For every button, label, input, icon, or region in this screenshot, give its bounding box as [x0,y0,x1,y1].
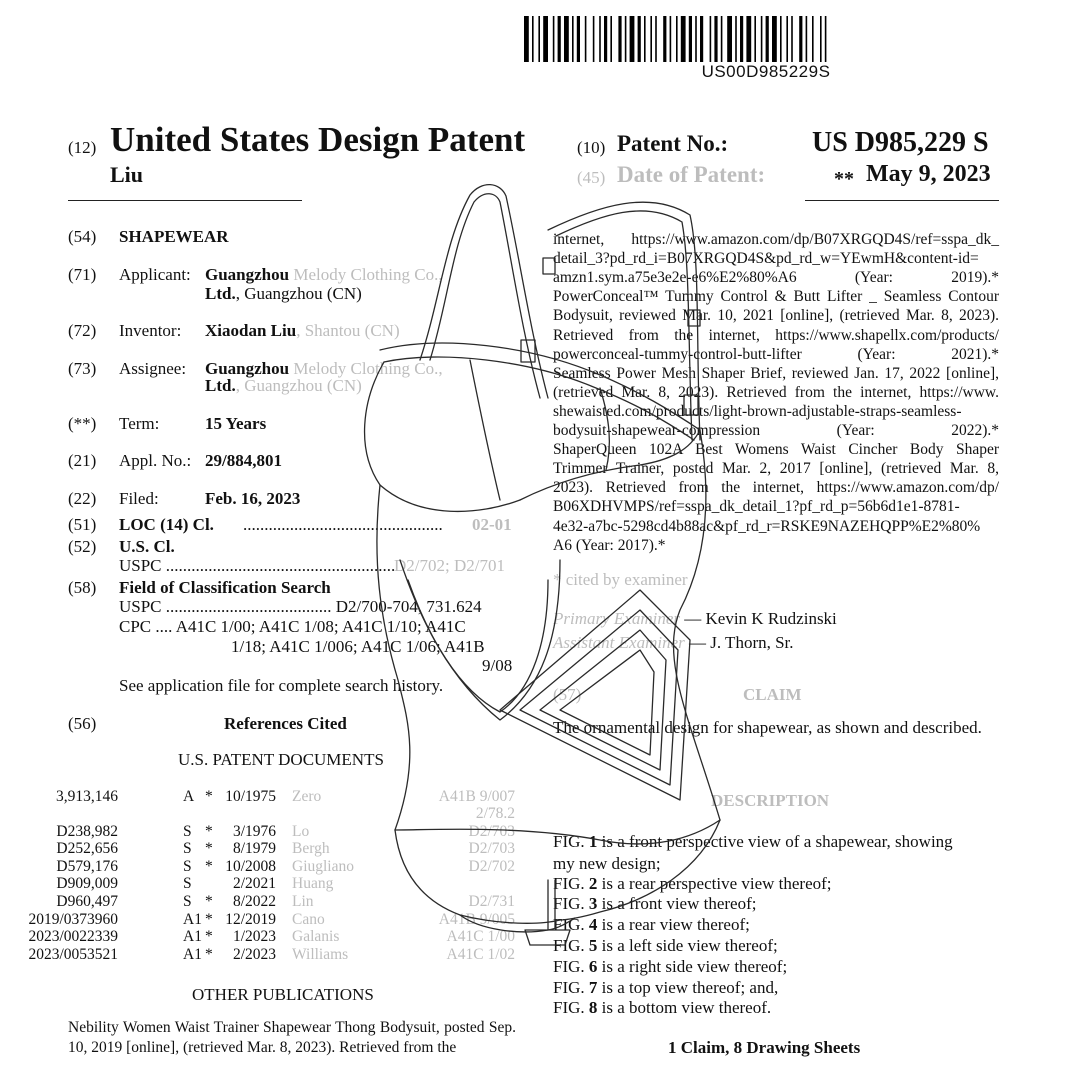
barcode-bar [650,16,652,62]
reference-cls: D2/703 [468,840,515,858]
barcode-bar [593,16,595,62]
figure-description: FIG. 2 is a rear perspective view thereof; [553,874,832,893]
reference-kind: A1 [183,910,202,928]
reference-name: Lo [292,822,310,840]
reference-date: 3/1976 [232,822,276,840]
field-58-cpc-2: 1/18; A41C 1/006; A41C 1/06; A41B [231,637,485,656]
reference-kind: A1 [183,945,202,963]
barcode-bar [644,16,646,62]
header-rule-left [68,200,302,201]
field-54-title: SHAPEWEAR [119,227,229,246]
publication-line: internet, https://www.amazon.com/dp/B07XRGQD4S/ref=sspa_dk_ [553,231,999,248]
reference-kind: S [183,822,192,840]
barcode-bar [746,16,751,62]
reference-row [56,788,518,822]
reference-name: Galanis [292,928,340,946]
barcode-bar [676,16,678,62]
reference-row [56,840,518,858]
publication-line: bodysuit-shapewear-compression (Year: 2022).* [553,422,999,439]
barcode-bar [714,16,717,62]
loc-value: 02-01 [472,515,512,534]
field-58-uspc: USPC ....................................... D2/700-704, 731.624 [119,597,482,616]
reference-name: Giugliano [292,857,354,875]
applicant-line-1: Guangzhou Melody Clothing Co., [205,265,443,284]
reference-star: * [205,840,213,858]
barcode-bar [618,16,621,62]
claim-code: (57) [553,685,582,704]
reference-star: * [205,910,213,928]
reference-row [56,822,518,841]
reference-date: 2/2021 [232,875,276,893]
barcode-bar [538,16,540,62]
field-71-code: (71) [68,265,97,284]
field-51-code: (51) [68,515,97,534]
reference-name: Williams [292,945,349,963]
reference-name: Lin [292,893,314,910]
applicant-line-2: Ltd., Guangzhou (CN) [205,284,362,303]
reference-num: D252,656 [56,840,118,858]
publication-line: ShaperQueen 102A Best Womens Waist Cincher Body Shaper [553,441,999,459]
reference-date: 10/1975 [225,788,276,805]
strap-adjuster-left [521,340,535,362]
barcode-bar [721,16,723,62]
figure-description: FIG. 4 is a rear view thereof; [553,915,750,934]
reference-date: 10/2008 [225,857,276,875]
barcode-bar [780,16,782,62]
term-value: 15 Years [205,414,267,433]
publication-line: powerconceal-tummy-control-butt-lifter (Year: 2021).* [553,345,999,363]
references-cited-heading: References Cited [224,714,347,733]
field-58-cpc-1: CPC .... A41C 1/00; A41C 1/08; A41C 1/10; A41C [119,617,466,636]
figure-description: FIG. 3 is a front view thereof; [553,894,757,913]
search-history-note: See application file for complete search history. [119,676,444,695]
barcode-bar [553,16,555,62]
filed-value: Feb. 16, 2023 [205,489,301,508]
field-51-dots: ............................................... [243,515,443,534]
field-73-label: Assignee: [119,359,187,378]
barcode-bar [689,16,692,62]
barcode-bar [735,16,737,62]
reference-star: * [205,893,213,910]
field-51-label: LOC (14) Cl. [119,515,214,534]
barcode-bar [577,16,580,62]
barcode-bar [740,16,743,62]
reference-date: 12/2019 [225,910,276,928]
reference-star: * [205,822,213,840]
term-label: Term: [119,414,160,433]
reference-cls: A41C 1/00 [446,928,515,946]
inventor-name: Xiaodan Liu, Shantou (CN) [205,321,400,340]
field-22-code: (22) [68,489,97,508]
reference-name: Huang [292,875,334,893]
us-patent-documents-heading: U.S. PATENT DOCUMENTS [178,750,384,769]
figure-description: FIG. 5 is a left side view thereof; [553,936,778,955]
term-code: (**) [68,414,97,433]
reference-num: 2019/0373960 [28,910,118,928]
code-12: (12) [68,138,97,157]
publication-line: Retrieved from the internet, https://www.shapellx.com/products/ [553,326,999,344]
barcode-bar [791,16,793,62]
field-58-label: Field of Classification Search [119,578,331,597]
barcode-bar [812,16,814,62]
uspc-value: D2/702; D2/701 [394,556,505,575]
reference-name: Cano [292,910,325,928]
barcode-bar [663,16,666,62]
barcode-bar [572,16,574,62]
barcode [524,16,998,62]
code-10: (10) [577,138,606,157]
reference-row [56,893,518,911]
reference-num: D238,982 [56,822,118,840]
description-heading: DESCRIPTION [711,791,830,810]
field-54-code: (54) [68,227,97,246]
barcode-bar [761,16,763,62]
field-52-label: U.S. Cl. [119,537,175,556]
other-publications-heading: OTHER PUBLICATIONS [192,985,374,1004]
barcode-number: US00D985229S [701,62,831,81]
reference-kind: S [183,840,192,858]
reference-num: 2023/0022339 [28,928,118,946]
reference-date: 1/2023 [232,928,276,946]
reference-row [28,945,518,964]
barcode-bar [610,16,612,62]
barcode-bar [625,16,627,62]
barcode-bar [599,16,601,62]
barcode-bar [695,16,697,62]
uspc-dots: USPC ...................................................... [119,556,396,575]
barcode-bar [766,16,769,62]
reference-name: Bergh [292,840,330,858]
barcode-bar [585,16,587,62]
code-45: (45) [577,168,606,187]
field-72-label: Inventor: [119,321,182,340]
figure-description: FIG. 6 is a right side view thereof; [553,957,788,976]
document-title: United States Design Patent [110,120,526,159]
publication-line: B06XDHVMPS/ref=sspa_dk_detail_1?pf_rd_p=56b6d1e1-8781- [553,498,960,516]
reference-num: D909,009 [56,875,118,893]
reference-num: 2023/0053521 [28,945,118,963]
barcode-bar [532,16,534,62]
publication-line: PowerConceal™ Tummy Control & Butt Lifter _ Seamless Contour [553,288,999,306]
publication-line: shewaisted.com/products/light-brown-adjustable-straps-seamless- [553,402,962,420]
reference-cls: A41C 1/02 [446,945,515,963]
publication-line: 2023). Retrieved from the internet, https://www.amazon.com/dp/ [553,479,999,497]
other-publications-text: Nebility Women Waist Trainer Shapewear Thong Bodysuit, posted Sep. 10, 2019 [online], (retrieved Mar. 8, 2023). Retrieved from the [68,1019,516,1056]
reference-num: D579,176 [56,857,118,875]
reference-date: 8/1979 [232,840,276,858]
barcode-bar [825,16,827,62]
reference-star: * [205,945,213,963]
field-72-code: (72) [68,321,97,340]
cited-by-examiner: * cited by examiner [553,570,688,589]
date-marker: ** [834,168,854,190]
reference-cls: D2/702 [468,857,515,875]
claim-text: The ornamental design for shapewear, as shown and described. [553,718,982,737]
field-21-label: Appl. No.: [119,451,192,470]
assistant-examiner: Assistant Examiner — J. Thorn, Sr. [553,633,794,652]
barcode-bar [564,16,569,62]
reference-star: * [205,788,213,805]
reference-date: 2/2023 [232,945,276,963]
publication-line: Seamless Power Mesh Shaper Brief, reviewed Jan. 17, 2022 [online], [553,364,999,382]
reference-cls: A41B 9/007 [438,788,515,805]
figure-description: my new design; [553,854,661,873]
reference-row [28,928,518,946]
publication-line: detail_3?pd_rd_i=B07XRGQD4S&pd_rd_w=YEwmH&content-id= [553,250,979,268]
barcode-bar [681,16,686,62]
reference-row [56,875,518,893]
publication-line: Bodysuit, reviewed Mar. 10, 2021 [online], (retrieved Mar. 8, 2023). [553,307,999,325]
figure-description: FIG. 7 is a top view thereof; and, [553,978,779,997]
reference-cls: D2/703 [468,822,515,840]
barcode-bar [772,16,777,62]
reference-date: 8/2022 [232,893,276,910]
barcode-bar [710,16,712,62]
field-58-cpc-3: 9/08 [482,656,513,675]
reference-kind: S [183,893,192,910]
barcode-bar [727,16,732,62]
barcode-bar [700,16,703,62]
field-21-code: (21) [68,451,97,470]
publication-line: (retrieved Mar. 8, 2023). Retrieved from the internet, https://www. [553,383,999,401]
barcode-bar [820,16,822,62]
barcode-bar [786,16,788,62]
barcode-bar [655,16,657,62]
reference-cls-continued: 2/78.2 [475,805,515,822]
field-56-code: (56) [68,714,97,733]
barcode-bar [670,16,672,62]
reference-name: Zero [292,788,322,805]
barcode-bar [806,16,808,62]
publication-line: 4e32-a7bc-5298cd4b88ac&pf_rd_r=RSKE9NAZEHQPP%E2%80% [553,517,981,535]
field-22-label: Filed: [119,489,159,508]
assignee-line-2: Ltd., Guangzhou (CN) [205,376,362,395]
header-rule-right [805,200,999,201]
publication-line: Trimmer Trainer, posted Mar. 2, 2017 [online], (retrieved Mar. 8, [553,460,999,478]
barcode-bar [754,16,756,62]
field-52-code: (52) [68,537,97,556]
reference-num: 3,913,146 [56,788,118,805]
reference-num: D960,497 [56,893,118,910]
barcode-bar [524,16,529,62]
date-label: Date of Patent: [617,162,766,187]
reference-row [56,857,518,876]
field-73-code: (73) [68,359,97,378]
barcode-bar [558,16,561,62]
publication-line: A6 (Year: 2017).* [553,536,666,554]
barcode-bar [630,16,635,62]
field-71-label: Applicant: [119,265,191,284]
reference-star: * [205,857,213,875]
reference-star: * [205,928,213,946]
reference-kind: A [183,788,195,805]
publication-line: amzn1.sym.a75e3e2e-e6%E2%80%A6 (Year: 2019).* [553,269,999,287]
claim-heading: CLAIM [743,685,802,704]
barcode-bar [604,16,607,62]
barcode-bar [638,16,641,62]
inventor-short: Liu [110,162,144,187]
claims-sheets: 1 Claim, 8 Drawing Sheets [668,1038,861,1057]
figure-description: FIG. 1 is a front perspective view of a shapewear, showing [553,832,953,851]
barcode-bar [799,16,802,62]
field-58-code: (58) [68,578,97,597]
assignee-line-1: Guangzhou Melody Clothing Co., [205,359,443,378]
barcode-bar [543,16,548,62]
reference-cls: A41B 9/005 [438,910,515,928]
reference-kind: S [183,857,192,875]
patent-no-label: Patent No.: [617,131,729,156]
reference-row [28,910,518,929]
reference-kind: A1 [183,928,202,946]
reference-kind: S [183,875,192,893]
patent-number: US D985,229 S [812,127,989,158]
figure-description: FIG. 8 is a bottom view thereof. [553,998,772,1017]
appl-no-value: 29/884,801 [205,451,282,470]
primary-examiner: Primary Examiner — Kevin K Rudzinski [553,609,837,628]
reference-cls: D2/731 [468,893,515,910]
patent-date: May 9, 2023 [866,161,991,187]
